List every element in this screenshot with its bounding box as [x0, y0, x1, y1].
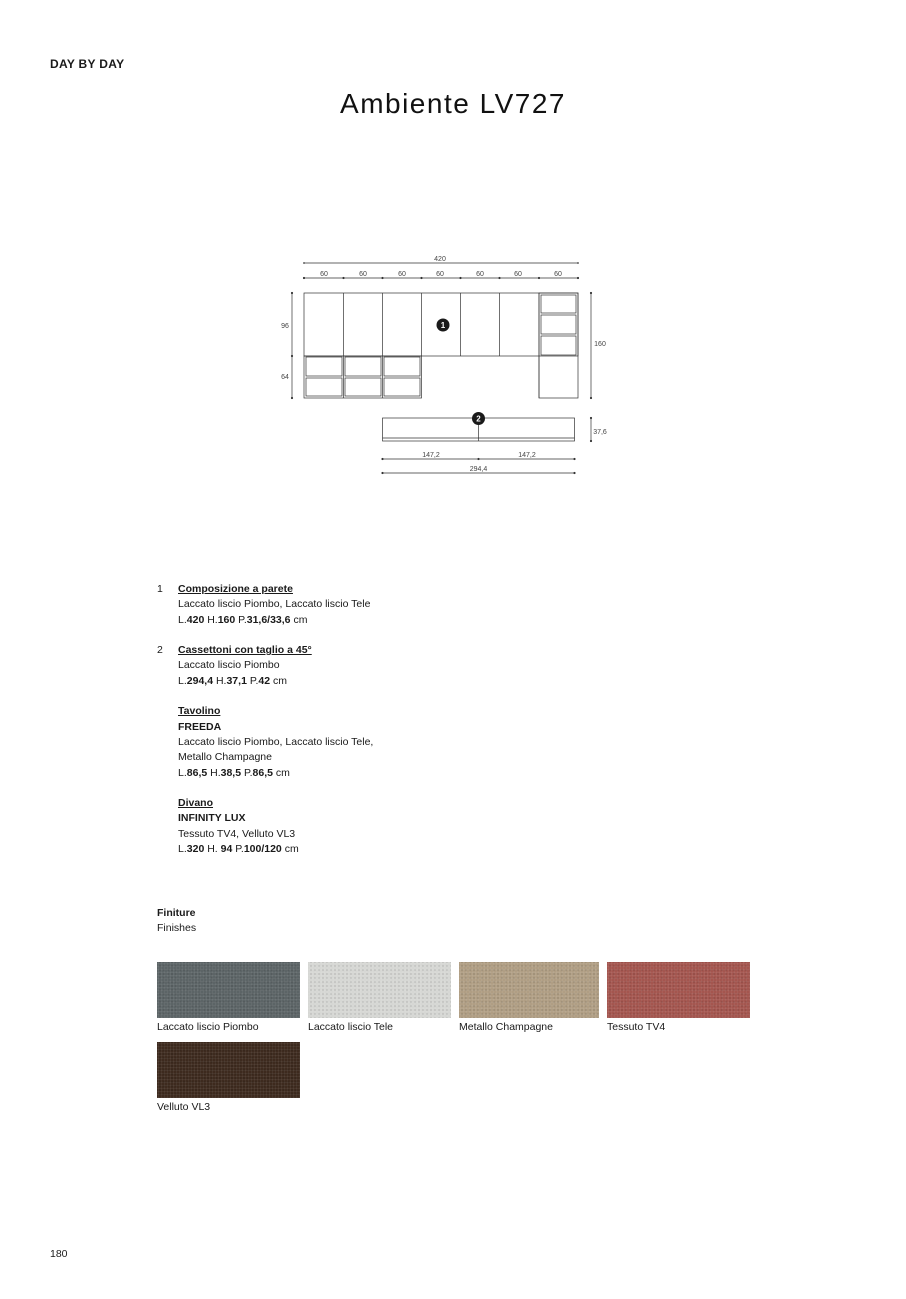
- finishes-subtitle: Finishes: [157, 922, 197, 935]
- swatch-label: Metallo Champagne: [459, 1021, 553, 1033]
- item-dimensions: L.420 H.160 P.31,6/33,6 cm: [178, 613, 308, 626]
- list-item: [157, 582, 517, 628]
- dim-bench-height: 37,6: [593, 429, 607, 436]
- item-description: Laccato liscio Piombo: [178, 659, 280, 672]
- marker-2-label: 2: [476, 414, 481, 424]
- item-description: Laccato liscio Piombo, Laccato liscio Tele,: [178, 735, 374, 748]
- dim-total: 420: [434, 256, 446, 263]
- swatch-label: Tessuto TV4: [607, 1021, 666, 1033]
- item-number: 2: [157, 644, 163, 657]
- dim-bench-left: 147,2: [422, 452, 440, 459]
- finish-swatch: [607, 962, 750, 1033]
- dim-bench-total: 294,4: [469, 466, 488, 473]
- finishes-title: Finiture: [157, 907, 196, 919]
- page-number: 180: [50, 1248, 68, 1260]
- finish-swatch: [157, 962, 300, 1033]
- swatch-chip: [157, 962, 300, 1018]
- item-heading: Divano: [178, 797, 214, 810]
- item-heading: Composizione a parete: [178, 583, 293, 595]
- item-name: INFINITY LUX: [178, 812, 246, 825]
- list-item: [157, 643, 517, 689]
- list-item: [157, 704, 517, 780]
- marker-1-label: 1: [440, 321, 446, 330]
- technical-drawing: [270, 245, 630, 485]
- dim-module: 60: [554, 271, 562, 278]
- item-heading: Cassettoni con taglio a 45°: [178, 644, 312, 657]
- item-dimensions: L.86,5 H.38,5 P.86,5 cm: [178, 766, 290, 779]
- dim-module: 60: [514, 271, 522, 278]
- item-description: Laccato liscio Piombo, Laccato liscio Tele: [178, 598, 371, 611]
- dim-bench-right: 147,2: [518, 452, 536, 459]
- dim-module: 60: [398, 271, 406, 278]
- swatch-chip: [308, 962, 451, 1018]
- dim-module: 60: [436, 271, 444, 278]
- dim-lower-height: 64: [281, 374, 289, 381]
- page-title: Ambiente LV727: [340, 88, 566, 119]
- section-label: DAY BY DAY: [50, 57, 125, 71]
- dim-total-height: 160: [594, 341, 606, 348]
- dim-module: 60: [476, 271, 484, 278]
- item-description: Tessuto TV4, Velluto VL3: [178, 827, 296, 840]
- finish-swatch: [308, 962, 451, 1033]
- item-dimensions: L.294,4 H.37,1 P.42 cm: [178, 674, 287, 687]
- swatch-label: Velluto VL3: [157, 1101, 211, 1113]
- item-dimensions: L.320 H. 94 P.100/120 cm: [178, 843, 299, 856]
- finish-swatch: [157, 1042, 300, 1113]
- item-name: FREEDA: [178, 720, 222, 733]
- tall-column: [539, 293, 578, 398]
- swatch-label: Laccato liscio Piombo: [157, 1021, 259, 1033]
- swatch-chip: [607, 962, 750, 1018]
- dim-upper-height: 96: [281, 323, 289, 330]
- list-item: [157, 796, 517, 857]
- dim-module: 60: [359, 271, 367, 278]
- items-list: [157, 582, 517, 873]
- dim-module: 60: [320, 271, 328, 278]
- item-description: Metallo Champagne: [178, 751, 272, 764]
- swatch-label: Laccato liscio Tele: [308, 1021, 394, 1033]
- item-heading: Tavolino: [178, 705, 221, 718]
- lower-drawers: [304, 356, 422, 398]
- item-number: 1: [157, 583, 163, 595]
- swatch-chip: [459, 962, 599, 1018]
- finish-swatch: [459, 962, 599, 1033]
- swatch-chip: [157, 1042, 300, 1098]
- finishes-heading: [157, 906, 196, 937]
